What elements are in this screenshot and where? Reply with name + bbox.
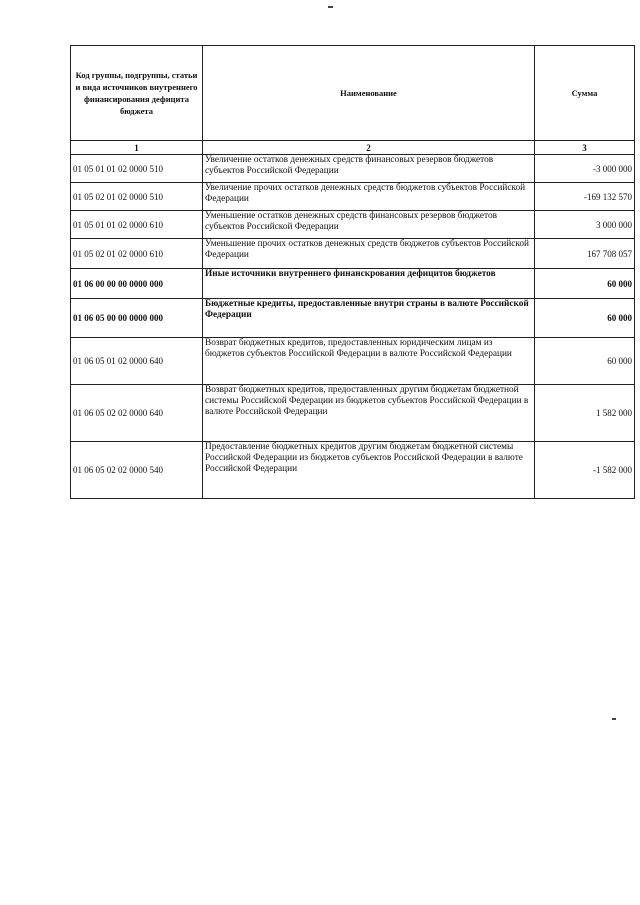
row-sum: 60 000 bbox=[535, 338, 635, 385]
table-row bbox=[71, 338, 635, 385]
row-name: Предоставление бюджетных кредитов другим бюджетам бюджетной системы Российской Федерации из бюджетов субъектов Российской Федерации в валюте Российской Федерации bbox=[203, 442, 535, 499]
name-column-header: Наименование bbox=[203, 46, 535, 141]
row-name: Уменьшение прочих остатков денежных средств бюджетов субъектов Российской Федерации bbox=[203, 239, 535, 269]
row-sum: 3 000 000 bbox=[535, 211, 635, 239]
scan-mark bbox=[612, 718, 616, 720]
table-row bbox=[71, 269, 635, 299]
row-name: Возврат бюджетных кредитов, предоставленных другим бюджетам бюджетной системы Российской Федерации из бюджетов субъектов Российской Федерации в валюте Российской Федерации bbox=[203, 385, 535, 442]
table-row bbox=[71, 442, 635, 499]
row-code: 01 05 02 01 02 0000 510 bbox=[71, 183, 203, 211]
column-number: 1 bbox=[71, 141, 203, 155]
row-name: Иные источники внутреннего финанскрования дефицитов бюджетов bbox=[203, 269, 535, 299]
row-sum: -169 132 570 bbox=[535, 183, 635, 211]
table-row bbox=[71, 211, 635, 239]
column-number: 3 bbox=[535, 141, 635, 155]
row-sum: 167 708 057 bbox=[535, 239, 635, 269]
table-row bbox=[71, 155, 635, 183]
table-row bbox=[71, 299, 635, 338]
table-row bbox=[71, 385, 635, 442]
row-sum: 60 000 bbox=[535, 299, 635, 338]
header-row bbox=[71, 46, 635, 141]
row-name: Увеличение прочих остатков денежных средств бюджетов субъектов Российской Федерации bbox=[203, 183, 535, 211]
sources-table bbox=[70, 45, 635, 499]
row-code: 01 06 05 01 02 0000 640 bbox=[71, 338, 203, 385]
row-name: Уменьшение остатков денежных средств финансовых резервов бюджетов субъектов Российской Федерации bbox=[203, 211, 535, 239]
row-code: 01 05 01 01 02 0000 610 bbox=[71, 211, 203, 239]
row-sum: -1 582 000 bbox=[535, 442, 635, 499]
row-name: Бюджетные кредиты, предоставленные внутри страны в валюте Российской Федерации bbox=[203, 299, 535, 338]
row-code: 01 05 02 01 02 0000 610 bbox=[71, 239, 203, 269]
column-number-row bbox=[71, 141, 635, 155]
row-code: 01 06 00 00 00 0000 000 bbox=[71, 269, 203, 299]
row-code: 01 06 05 02 02 0000 540 bbox=[71, 442, 203, 499]
row-code: 01 06 05 00 00 0000 000 bbox=[71, 299, 203, 338]
sum-column-header: Сумма bbox=[535, 46, 635, 141]
column-number: 2 bbox=[203, 141, 535, 155]
row-name: Возврат бюджетных кредитов, предоставленных юридическим лицам из бюджетов субъектов Российской Федерации в валюте Российской Федерации bbox=[203, 338, 535, 385]
row-name: Увеличение остатков денежных средств финансовых резервов бюджетов субъектов Российской Федерации bbox=[203, 155, 535, 183]
row-code: 01 05 01 01 02 0000 510 bbox=[71, 155, 203, 183]
row-sum: -3 000 000 bbox=[535, 155, 635, 183]
table-row bbox=[71, 239, 635, 269]
row-sum: 60 000 bbox=[535, 269, 635, 299]
row-sum: 1 582 000 bbox=[535, 385, 635, 442]
table-row bbox=[71, 183, 635, 211]
row-code: 01 06 05 02 02 0000 640 bbox=[71, 385, 203, 442]
scan-mark bbox=[328, 6, 333, 8]
code-column-header: Код группы, подгруппы, статьи и вида источников внутреннего финансирования дефицита бюджета bbox=[71, 46, 203, 141]
